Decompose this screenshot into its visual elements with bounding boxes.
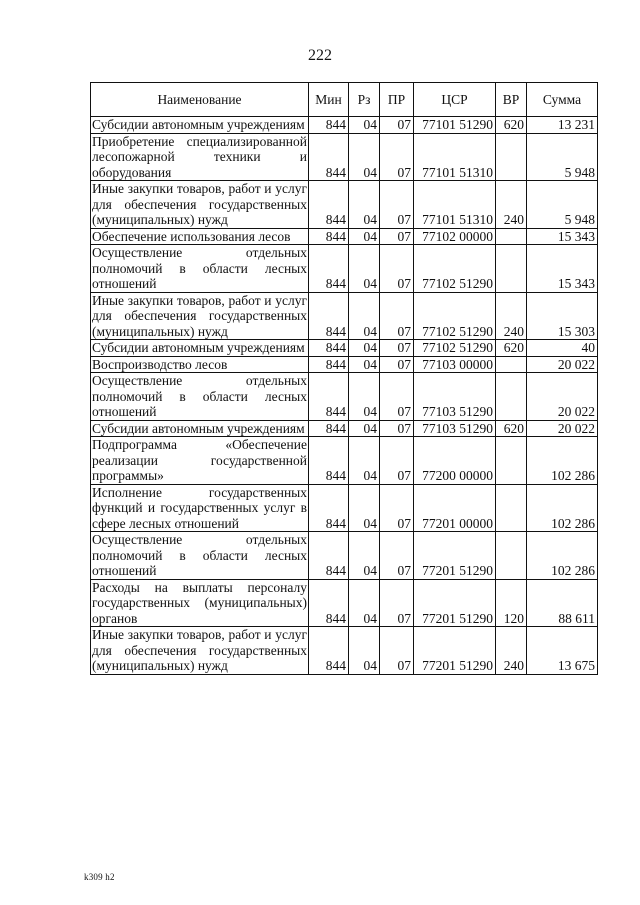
- table-row: [91, 356, 598, 373]
- cell-name: Иные закупки товаров, работ и услуг для обеспечения государственных (муниципальных) нужд: [92, 292, 307, 339]
- cell-pr: 07: [380, 356, 414, 373]
- cell-csr: 77102 00000: [414, 228, 496, 245]
- cell-sum: 15 343: [527, 228, 598, 245]
- page-number: 222: [308, 47, 332, 64]
- cell-min: 844: [309, 340, 349, 357]
- cell-min: 844: [309, 181, 349, 229]
- cell-sum: 88 611: [527, 579, 598, 627]
- cell-rz: 04: [349, 356, 380, 373]
- cell-pr: 07: [380, 292, 414, 340]
- cell-csr: 77201 51290: [414, 532, 496, 580]
- header-name: Наименование: [91, 83, 309, 117]
- table-header-row: [91, 83, 598, 117]
- header-sum: Сумма: [527, 83, 598, 117]
- cell-sum: 20 022: [527, 373, 598, 421]
- table-row: [91, 373, 598, 421]
- cell-min: 844: [309, 532, 349, 580]
- cell-vr: 240: [496, 181, 527, 229]
- table-row: [91, 292, 598, 340]
- table-row: [91, 181, 598, 229]
- table-row: [91, 484, 598, 532]
- table-row: [91, 117, 598, 134]
- cell-name: Субсидии автономным учреждениям: [91, 117, 309, 134]
- cell-pr: 07: [380, 117, 414, 134]
- cell-csr: 77102 51290: [414, 292, 496, 340]
- cell-vr: 620: [496, 117, 527, 134]
- cell-vr: 240: [496, 627, 527, 675]
- cell-vr: [496, 356, 527, 373]
- cell-rz: 04: [349, 340, 380, 357]
- cell-sum: 40: [527, 340, 598, 357]
- cell-pr: 07: [380, 133, 414, 181]
- cell-min: 844: [309, 627, 349, 675]
- cell-vr: 120: [496, 579, 527, 627]
- cell-csr: 77102 51290: [414, 245, 496, 293]
- header-csr: ЦСР: [414, 83, 496, 117]
- table-row: [91, 228, 598, 245]
- cell-vr: [496, 484, 527, 532]
- cell-sum: 102 286: [527, 437, 598, 485]
- cell-csr: 77101 51310: [414, 181, 496, 229]
- cell-vr: 620: [496, 420, 527, 437]
- cell-csr: 77101 51290: [414, 117, 496, 134]
- cell-csr: 77103 51290: [414, 373, 496, 421]
- cell-rz: 04: [349, 181, 380, 229]
- cell-rz: 04: [349, 245, 380, 293]
- table-row: [91, 245, 598, 293]
- table-row: [91, 532, 598, 580]
- cell-pr: 07: [380, 532, 414, 580]
- cell-min: 844: [309, 437, 349, 485]
- table-row: [91, 420, 598, 437]
- cell-vr: [496, 532, 527, 580]
- cell-min: 844: [309, 579, 349, 627]
- cell-sum: 102 286: [527, 484, 598, 532]
- table-row: [91, 627, 598, 675]
- cell-name: Обеспечение использования лесов: [91, 228, 309, 245]
- cell-sum: 13 675: [527, 627, 598, 675]
- cell-sum: 13 231: [527, 117, 598, 134]
- cell-name: Субсидии автономным учреждениям: [91, 340, 309, 357]
- cell-csr: 77201 51290: [414, 627, 496, 675]
- budget-table: [90, 82, 598, 675]
- cell-min: 844: [309, 228, 349, 245]
- cell-name: Субсидии автономным учреждениям: [91, 420, 309, 437]
- header-rz: Рз: [349, 83, 380, 117]
- cell-vr: [496, 437, 527, 485]
- cell-pr: 07: [380, 373, 414, 421]
- table-body: [91, 117, 598, 675]
- cell-pr: 07: [380, 579, 414, 627]
- cell-name: Осуществление отдельных полномочий в области лесных отношений: [92, 373, 307, 419]
- cell-vr: [496, 373, 527, 421]
- cell-rz: 04: [349, 133, 380, 181]
- cell-rz: 04: [349, 484, 380, 532]
- cell-rz: 04: [349, 437, 380, 485]
- cell-rz: 04: [349, 579, 380, 627]
- cell-pr: 07: [380, 420, 414, 437]
- cell-rz: 04: [349, 420, 380, 437]
- cell-min: 844: [309, 356, 349, 373]
- cell-min: 844: [309, 133, 349, 181]
- cell-rz: 04: [349, 627, 380, 675]
- cell-pr: 07: [380, 437, 414, 485]
- cell-name: Иные закупки товаров, работ и услуг для обеспечения государственных (муниципальных) нужд: [92, 181, 307, 227]
- cell-name: Подпрограмма «Обеспечение реализации государственной программы»: [92, 437, 307, 483]
- cell-pr: 07: [380, 484, 414, 532]
- cell-name: Осуществление отдельных полномочий в области лесных отношений: [92, 532, 307, 578]
- cell-pr: 07: [380, 181, 414, 229]
- cell-vr: [496, 228, 527, 245]
- cell-min: 844: [309, 117, 349, 134]
- cell-vr: 240: [496, 292, 527, 340]
- cell-csr: 77103 51290: [414, 420, 496, 437]
- cell-min: 844: [309, 420, 349, 437]
- cell-name: Расходы на выплаты персоналу государственных (муниципальных) органов: [92, 579, 307, 626]
- cell-sum: 102 286: [527, 532, 598, 580]
- cell-rz: 04: [349, 292, 380, 340]
- cell-name: Иные закупки товаров, работ и услуг для обеспечения государственных (муниципальных) нужд: [92, 627, 307, 673]
- cell-min: 844: [309, 245, 349, 293]
- cell-sum: 15 303: [527, 292, 598, 340]
- cell-pr: 07: [380, 245, 414, 293]
- cell-min: 844: [309, 484, 349, 532]
- cell-pr: 07: [380, 340, 414, 357]
- header-min: Мин: [309, 83, 349, 117]
- cell-rz: 04: [349, 228, 380, 245]
- cell-sum: 20 022: [527, 420, 598, 437]
- cell-csr: 77101 51310: [414, 133, 496, 181]
- cell-csr: 77102 51290: [414, 340, 496, 357]
- cell-csr: 77201 00000: [414, 484, 496, 532]
- cell-sum: 20 022: [527, 356, 598, 373]
- cell-rz: 04: [349, 373, 380, 421]
- footer-code: k309 h2: [84, 872, 115, 882]
- cell-sum: 5 948: [527, 181, 598, 229]
- cell-rz: 04: [349, 532, 380, 580]
- cell-vr: 620: [496, 340, 527, 357]
- cell-min: 844: [309, 292, 349, 340]
- cell-csr: 77201 51290: [414, 579, 496, 627]
- header-vr: ВР: [496, 83, 527, 117]
- cell-rz: 04: [349, 117, 380, 134]
- header-pr: ПР: [380, 83, 414, 117]
- table-row: [91, 579, 598, 627]
- table-row: [91, 340, 598, 357]
- cell-sum: 15 343: [527, 245, 598, 293]
- cell-min: 844: [309, 373, 349, 421]
- cell-pr: 07: [380, 627, 414, 675]
- table-row: [91, 133, 598, 181]
- cell-pr: 07: [380, 228, 414, 245]
- cell-name: Воспроизводство лесов: [91, 356, 309, 373]
- table-row: [91, 437, 598, 485]
- cell-name: Приобретение специализированной лесопожарной техники и оборудования: [92, 133, 307, 180]
- cell-vr: [496, 133, 527, 181]
- cell-csr: 77103 00000: [414, 356, 496, 373]
- cell-sum: 5 948: [527, 133, 598, 181]
- cell-name: Исполнение государственных функций и государственных услуг в сфере лесных отношений: [92, 484, 307, 531]
- cell-name: Осуществление отдельных полномочий в области лесных отношений: [92, 245, 307, 291]
- cell-vr: [496, 245, 527, 293]
- cell-csr: 77200 00000: [414, 437, 496, 485]
